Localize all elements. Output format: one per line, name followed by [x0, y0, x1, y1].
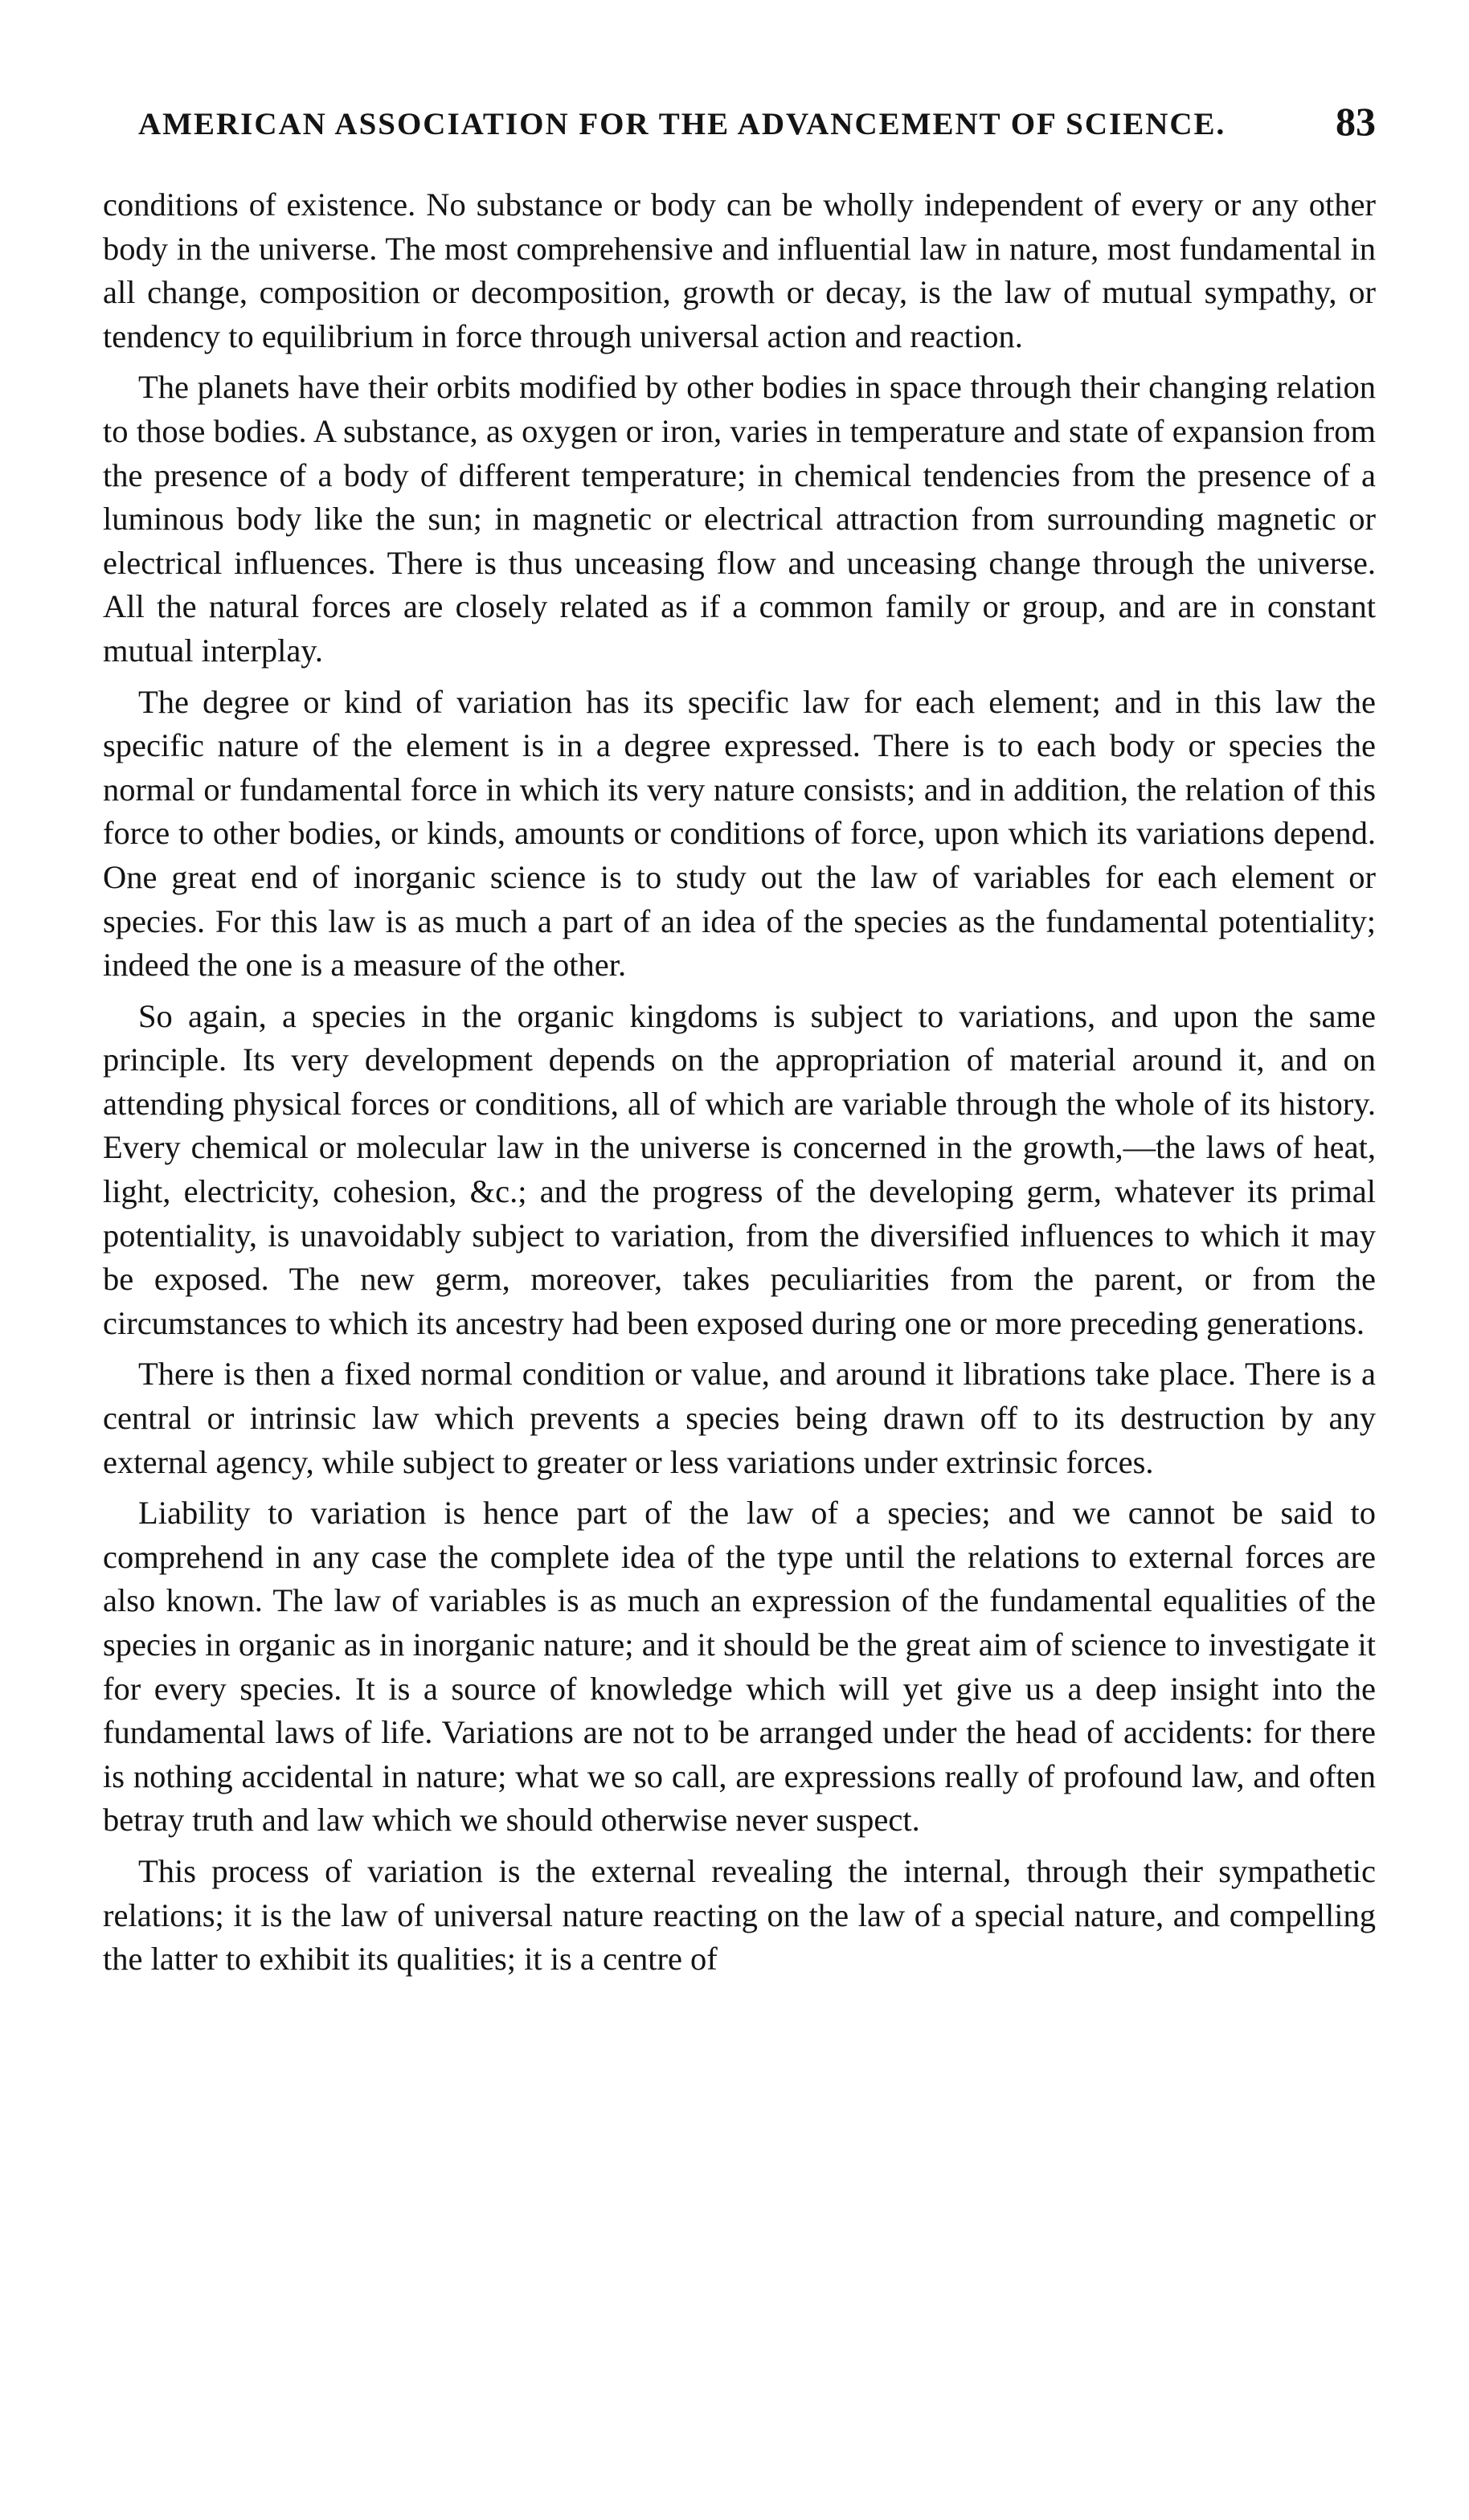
paragraph: The planets have their orbits modified by other bodies in space through their changing relation to those bodies. A substance, as oxygen or iron, varies in temperature and state of expansion from the presence of a body of different temperature; in chemical tendencies from the presence of a luminous body like the sun; in magnetic or electrical attraction from surrounding magnetic or electrical influences. There is thus unceasing flow and unceasing change through the universe. All the natural forces are closely related as if a common family or group, and are in constant mutual interplay.	[103, 369, 1376, 669]
running-title: AMERICAN ASSOCIATION FOR THE ADVANCEMENT OF SCIENCE.	[138, 107, 1226, 141]
page-number: 83	[1336, 99, 1376, 144]
paragraph: This process of variation is the external revealing the internal, through their sympathetic relations; it is the law of universal nature reacting on the law of a special nature, and compelling the latter to exhibit its qualities; it is a centre of	[103, 1852, 1376, 1978]
paragraph: There is then a fixed normal condition or value, and around it librations take place. There is a central or intrinsic law which prevents a species being drawn off to its destruction by any external agency, while subject to greater or less variations under extrinsic forces.	[103, 1356, 1376, 1480]
running-header	[138, 98, 1376, 146]
paragraph: Liability to variation is hence part of the law of a species; and we cannot be said to comprehend in any case the complete idea of the type until the relations to external forces are also known. The law of variables is as much an expression of the fundamental equalities of the species in organic as in inorganic nature; and it should be the great aim of science to investigate it for every species. It is a source of knowledge which will yet give us a deep insight into the fundamental laws of life. Variations are not to be arranged under the head of accidents: for there is nothing accidental in nature; what we so call, are expressions really of profound law, and often betray truth and law which we should otherwise never suspect.	[103, 1495, 1376, 1839]
paragraph: So again, a species in the organic kingdoms is subject to variations, and upon the same principle. Its very development depends on the appropriation of material around it, and on attending physical forces or conditions, all of which are variable through the whole of its history. Every chemical or molecular law in the universe is concerned in the growth,—the laws of heat, light, electricity, cohesion, &c.; and the progress of the developing germ, whatever its primal potentiality, is unavoidably subject to variation, from the diversified influences to which it may be exposed. The new germ, moreover, takes peculiarities from the parent, or from the circumstances to which its ancestry had been exposed during one or more preceding generations.	[103, 997, 1376, 1341]
paragraph: conditions of existence. No substance or body can be wholly independent of every or any other body in the universe. The most comprehensive and influential law in nature, most fundamental in all change, composition or decomposition, growth or decay, is the law of mutual sympathy, or tendency to equilibrium in force through universal action and reaction.	[103, 186, 1376, 354]
body-text	[103, 183, 1376, 1989]
paragraph: The degree or kind of variation has its specific law for each element; and in this law the specific nature of the element is in a degree expressed. There is to each body or species the normal or fundamental force in which its very nature consists; and in addition, the relation of this force to other bodies, or kinds, amounts or conditions of force, upon which its variations depend. One great end of inorganic science is to study out the law of variables for each element or species. For this law is as much a part of an idea of the species as the fundamental potentiality; indeed the one is a measure of the other.	[103, 683, 1376, 984]
